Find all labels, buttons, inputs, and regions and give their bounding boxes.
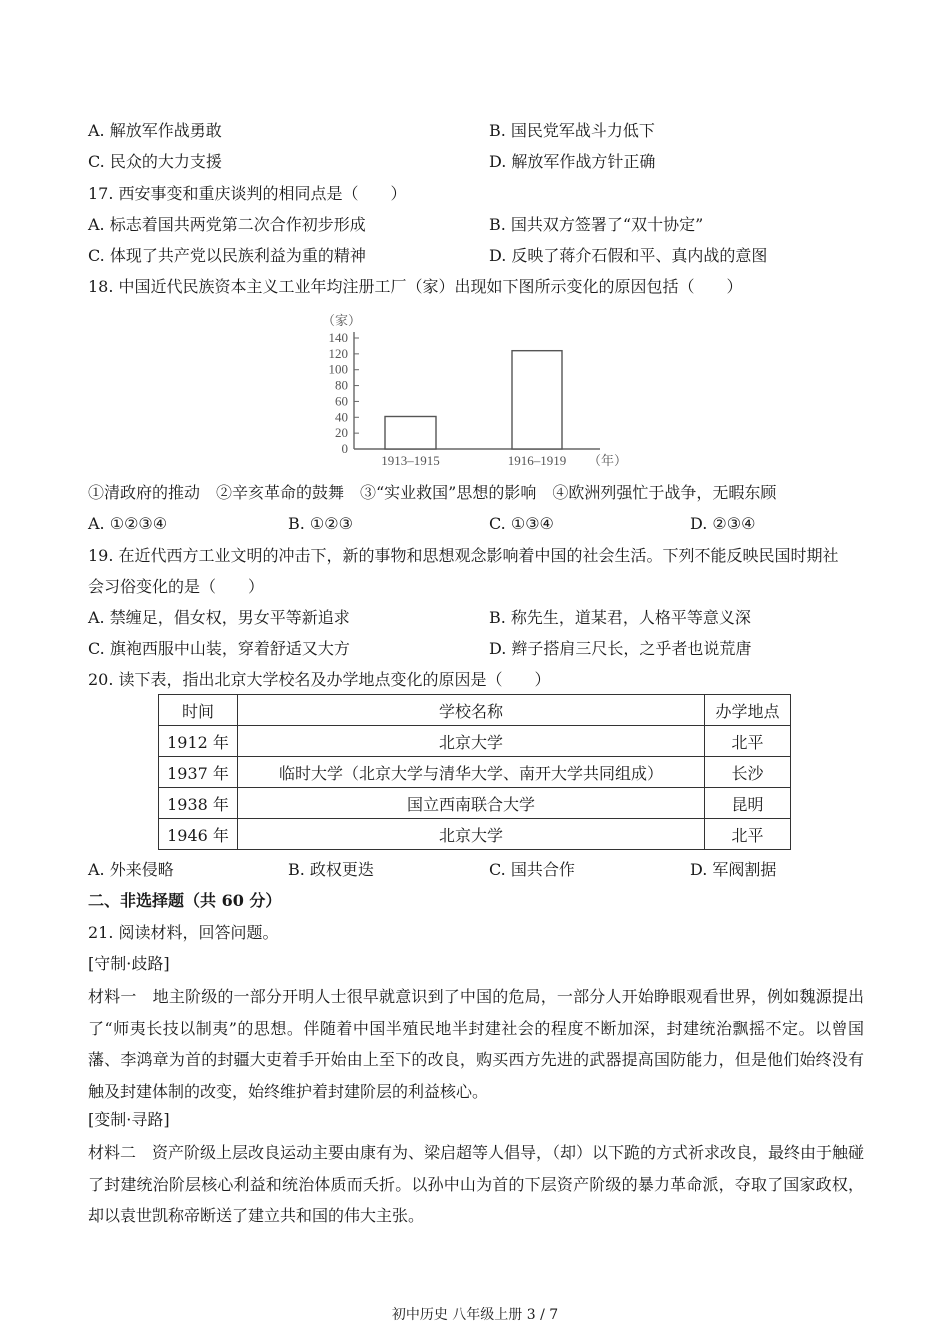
table-row <box>159 757 791 788</box>
q18-option-d: D. ②③④ <box>690 514 756 533</box>
q20-option-c: C. 国共合作 <box>489 860 575 879</box>
table-cell: 1946 年 <box>159 819 238 850</box>
y-tick-label: 20 <box>335 425 348 441</box>
y-tick-label: 0 <box>341 441 348 456</box>
chart-labels <box>322 313 627 468</box>
material-heading-2: [变制·寻路] <box>88 1110 170 1129</box>
table-header-row <box>159 695 791 726</box>
page-footer: 初中历史 八年级上册 3 / 7 <box>391 1307 559 1323</box>
table-cell: 北京大学 <box>238 819 705 850</box>
table-row <box>159 726 791 757</box>
x-tick-label: 1916–1919 <box>507 453 567 468</box>
table-header-cell: 时间 <box>159 695 238 726</box>
q20-option-d: D. 军阀割据 <box>690 860 777 879</box>
q17-stem: 17. 西安事变和重庆谈判的相同点是（ ） <box>88 184 407 203</box>
q16-option-b: B. 国民党军战斗力低下 <box>489 121 655 140</box>
x-tick-label: 1913–1915 <box>381 453 440 468</box>
table-cell: 1938 年 <box>159 788 238 819</box>
table-row <box>159 788 791 819</box>
q17-option-b: B. 国共双方签署了“双十协定” <box>489 215 704 234</box>
table-cell: 临时大学（北京大学与清华大学、南开大学共同组成） <box>238 757 705 788</box>
y-tick-label: 60 <box>335 393 348 409</box>
q19-option-b: B. 称先生，道某君，人格平等意义深 <box>489 608 751 627</box>
q18-stem: 18. 中国近代民族资本主义工业年均注册工厂（家）出现如下图所示变化的原因包括（ ） <box>88 277 743 296</box>
q17-option-d: D. 反映了蒋介石假和平、真内战的意图 <box>489 246 768 265</box>
q20-stem: 20. 读下表，指出北京大学校名及办学地点变化的原因是（ ） <box>88 670 551 689</box>
table-cell: 北平 <box>705 819 791 850</box>
y-tick-label: 120 <box>328 345 348 361</box>
y-tick-label: 100 <box>328 361 348 377</box>
table-cell: 昆明 <box>705 788 791 819</box>
q20-option-b: B. 政权更迭 <box>288 860 374 879</box>
q18-option-a: A. ①②③④ <box>88 514 168 533</box>
q17-option-a: A. 标志着国共两党第二次合作初步形成 <box>88 215 366 234</box>
material-1: 材料一 地主阶级的一部分开明人士很早就意识到了中国的危局，一部分人开始睁眼观看世界，例如魏源提出了“师夷长技以制夷”的思想。伴随着中国半殖民地半封建社会的程度不断加深，封建统治飘摇不定。以曾国藩、李鸿章为首的封疆大吏着手开始由上至下的改良，购买西方先进的武器提高国防能力，但是他们始终没有触及封建体制的改变，始终维护着封建阶层的利益核心。 <box>88 987 864 1101</box>
q19-option-a: A. 禁缠足，倡女权，男女平等新追求 <box>88 608 350 627</box>
y-axis-label: （家） <box>322 313 362 328</box>
table-header-cell: 学校名称 <box>238 695 705 726</box>
bar <box>385 416 436 449</box>
q20-option-a: A. 外来侵略 <box>88 860 174 879</box>
table-cell: 北平 <box>705 726 791 757</box>
bar <box>512 351 562 449</box>
chart-bars <box>385 351 562 449</box>
q17-option-c: C. 体现了共产党以民族利益为重的精神 <box>88 246 366 265</box>
y-tick-label: 140 <box>328 330 348 345</box>
q18-option-c: C. ①③④ <box>489 514 554 533</box>
q19-option-c: C. 旗袍西服中山装，穿着舒适又大方 <box>88 639 350 658</box>
y-tick-label: 80 <box>335 377 348 393</box>
table-cell: 长沙 <box>705 757 791 788</box>
table-cell: 1912 年 <box>159 726 238 757</box>
q18-items: ①清政府的推动 ②辛亥革命的鼓舞 ③“实业救国”思想的影响 ④欧洲列强忙于战争，无暇东顾 <box>88 483 777 502</box>
q21-stem: 21. 阅读材料，回答问题。 <box>88 923 279 942</box>
table-cell: 北京大学 <box>238 726 705 757</box>
table-cell: 国立西南联合大学 <box>238 788 705 819</box>
q16-option-a: A. 解放军作战勇敢 <box>88 121 222 140</box>
q19-stem-line2: 会习俗变化的是（ ） <box>88 577 265 596</box>
q16-option-c: C. 民众的大力支援 <box>88 152 222 171</box>
material-2: 材料二 资产阶级上层改良运动主要由康有为、梁启超等人倡导，（却）以下跪的方式祈求改良，最终由于触碰了封建统治阶层核心利益和统治体质而夭折。以孙中山为首的下层资产阶级的暴力革命派，夺取了国家政权，却以袁世凯称帝断送了建立共和国的伟大主张。 <box>88 1143 865 1225</box>
factory-bar-chart <box>300 306 640 476</box>
table-cell: 1937 年 <box>159 757 238 788</box>
section-title: 二、非选择题（共 60 分） <box>88 891 282 910</box>
peking-university-table <box>158 694 791 850</box>
q19-option-d: D. 辫子搭肩三尺长，之乎者也说荒唐 <box>489 639 752 658</box>
table-row <box>159 819 791 850</box>
material-heading-1: [守制·歧路] <box>88 954 170 973</box>
y-tick-label: 40 <box>335 409 348 425</box>
q18-option-b: B. ①②③ <box>288 514 353 533</box>
table-header-cell: 办学地点 <box>705 695 791 726</box>
q19-stem-line1: 19. 在近代西方工业文明的冲击下，新的事物和思想观念影响着中国的社会生活。下列不能反映民国时期社 <box>88 546 839 565</box>
q16-option-d: D. 解放军作战方针正确 <box>489 152 656 171</box>
x-axis-label: （年） <box>588 453 628 468</box>
